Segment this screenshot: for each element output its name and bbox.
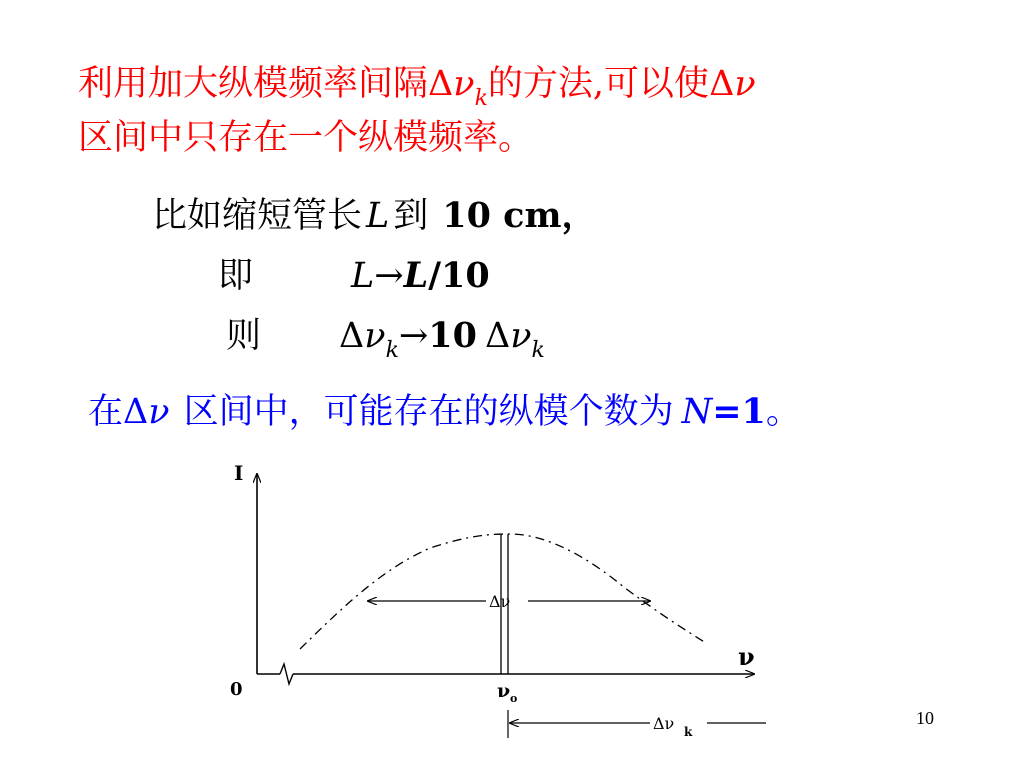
k-subscript: k — [531, 338, 545, 363]
arrow-symbol: → — [398, 316, 429, 356]
L-symbol: L — [351, 256, 375, 296]
delta-symbol: Δ — [709, 64, 735, 104]
page-number: 10 — [916, 708, 934, 728]
k-subscript: k — [385, 338, 399, 363]
L-symbol: L — [366, 196, 390, 236]
L-symbol: L — [403, 255, 429, 296]
statement-text: 区间中只存在一个纵模频率。 — [78, 118, 534, 158]
ze-label: 则 — [226, 316, 262, 356]
nu-symbol: ν — [364, 316, 386, 356]
statement-text: 利用加大纵模频率间隔 — [78, 64, 429, 104]
ten-value: 10 — [428, 315, 477, 356]
delta-nu-label: Δν — [489, 592, 511, 611]
delta-symbol: Δ — [339, 316, 365, 356]
center-frequency-label: ν — [497, 680, 511, 702]
N-symbol: N — [681, 392, 713, 432]
example-text: 比如缩短管长 — [152, 196, 363, 236]
x-axis-label: ν — [738, 642, 755, 671]
length-value: 10 cm， — [442, 195, 597, 236]
delta-symbol: Δ — [484, 316, 511, 356]
conclusion-text: 在 — [88, 392, 124, 432]
nu-symbol: ν — [148, 392, 170, 432]
center-frequency-sub: o — [510, 692, 518, 705]
delta-nu-k-sub: k — [684, 725, 693, 739]
delta-nu-k-label: Δν — [653, 714, 675, 733]
conclusion-text: 区间中，可能存在的纵模个数为 — [183, 392, 674, 432]
nu-symbol: ν — [453, 64, 475, 104]
axis-break — [280, 664, 293, 684]
arrow-symbol: → — [374, 256, 404, 296]
statement-text: 的方法,可以使 — [487, 64, 710, 104]
divide-ten: /10 — [428, 255, 490, 296]
delta-symbol: Δ — [428, 64, 454, 104]
N-value: =1 — [712, 391, 766, 432]
y-axis-label: I — [234, 461, 244, 485]
period: 。 — [765, 392, 801, 432]
nu-symbol: ν — [510, 316, 532, 356]
example-text: 到 — [393, 196, 429, 236]
origin-label: 0 — [230, 679, 243, 700]
ji-label: 即 — [218, 256, 254, 296]
nu-symbol: ν — [734, 64, 756, 104]
delta-symbol: Δ — [123, 392, 149, 432]
k-subscript: k — [474, 86, 488, 111]
